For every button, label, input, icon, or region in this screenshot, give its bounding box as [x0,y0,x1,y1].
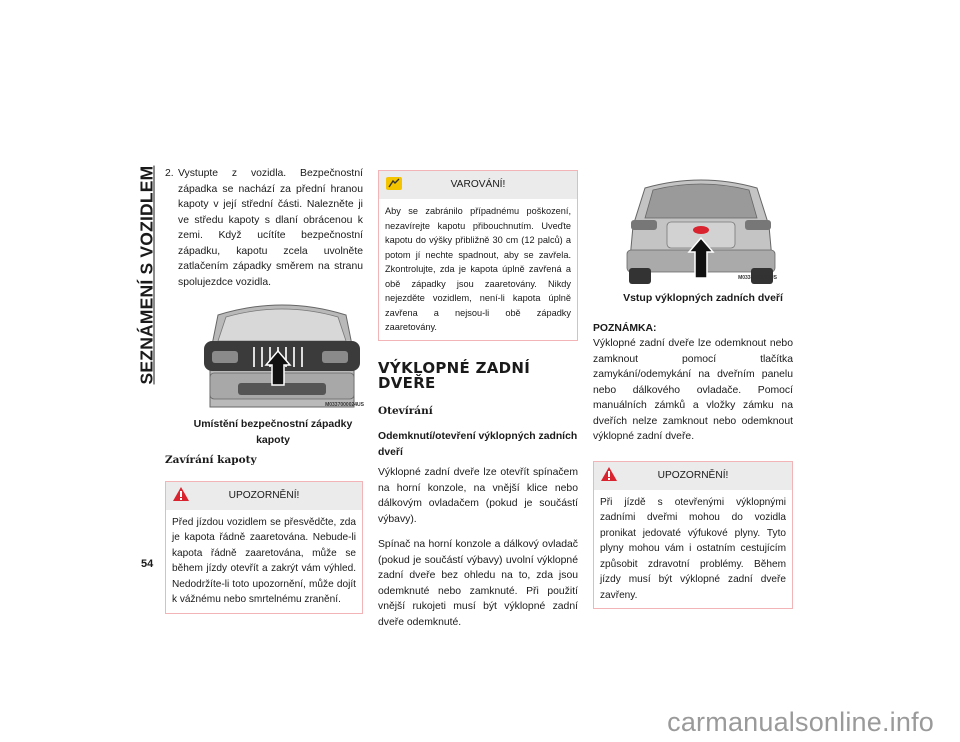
warning-text: Aby se zabránilo případnému poškození, nezavírejte kapotu přibouchnutím. Uveďte kapotu do výšky přibližně 30 cm (12 palců) a potom jí nechte spadnout, aby se zavřela. Zkontrolujte, zda je kapota úplně zavřená a obě západky jsou zaaretovány. Nikdy nejezděte vozidlem, není-li kapota úplně zavřena a nejsou-li obě západky zaaretovány. [385,206,571,332]
liftgate-figure [623,170,779,288]
watermark: carmanualsonline.info [667,707,934,737]
caution-header [594,462,792,490]
caution-box [165,481,363,614]
figure-code: M0337000024US [325,401,364,408]
caution-triangle-icon [600,466,618,482]
page-number: 54 [141,558,154,570]
caution-title: UPOZORNĚNÍ! [657,469,729,481]
caution-triangle-icon [172,486,190,502]
column-2 [378,170,578,630]
hood-latch-figure [198,295,366,415]
paragraph-heading: Odemknutí/otevření výklopných zadních dveří [378,431,578,458]
section-title: VÝKLOPNÉ ZADNÍ DVEŘE [378,358,531,392]
warning-header [379,171,577,199]
warning-hand-icon [385,175,403,191]
paragraph-1: Výklopné zadní dveře lze otevřít spínačem na horní konzole, na vnější klice nebo dálkovým ovladačem (pokud je součástí výbavy). [378,467,578,525]
step-2 [165,166,363,290]
warning-box [378,170,578,341]
step-number: 2. [165,168,174,179]
figure-code: M0338000052US [738,274,777,281]
step-text: Vystupte z vozidla. Bezpečnostní západka se nachází za přední hranou kapoty v její střední části. Nalezněte ji ve středu kapoty s dlaní obrácenou k zemi. Když ucítíte bezpečnostní západku, kapotu zcela uvolněte zatlačením západky směrem na stranu spolujezdce vozidla. [178,168,363,288]
column-3 [593,170,793,609]
section-subheading: Otevírání [378,404,433,417]
warning-title: VAROVÁNÍ! [450,179,506,191]
note-text: Výklopné zadní dveře lze odemknout nebo zamknout pomocí tlačítka zamykání/odemykání na dveřním panelu nebo dálkového ovladače. Pomocí manuálních zámků a vložky zámku na dveřích nelze zamknout nebo odemknout výklopné zadní dveře. [593,338,793,442]
figure-caption: Umístění bezpečnostní západky kapoty [193,418,353,446]
section-subheading: Zavírání kapoty [165,454,257,466]
paragraph-2: Spínač na horní konzole a dálkový ovladač (pokud je součástí výbavy) uvolní výklopné zadní dveře bez ohledu na to, zda jsou odemknuté nebo zamknuté. Při použití vnější rukojeti musí být výklopné zadní dveře odemknuté. [378,539,578,628]
column-1 [165,166,363,614]
figure-caption: Vstup výklopných zadních dveří [623,292,783,304]
caution-header [166,482,362,510]
note-title: POZNÁMKA: [593,322,657,334]
caution-title: UPOZORNĚNÍ! [228,489,300,501]
sidebar-section-title: SEZNÁMENÍ S VOZIDLEM [136,165,157,384]
caution-box [593,461,793,610]
caution-text: Před jízdou vozidlem se přesvědčte, zda je kapota řádně zaaretována. Nebude-li kapota řádně zaaretována, může se během jízdy otevřít a zakrýt vám výhled. Nedodržíte-li toto upozornění, může dojít k vážnému nebo smrtelnému zranění. [172,516,356,605]
caution-text: Při jízdě s otevřenými výklopnými zadními dveřmi mohou do vozidla pronikat jedovaté výfukové plyny. Tyto plyny mohou vám i ostatním cestujícím způsobit zdravotní problémy. Během jízdy musí být výklopné zadní dveře zavřeny. [600,496,786,601]
